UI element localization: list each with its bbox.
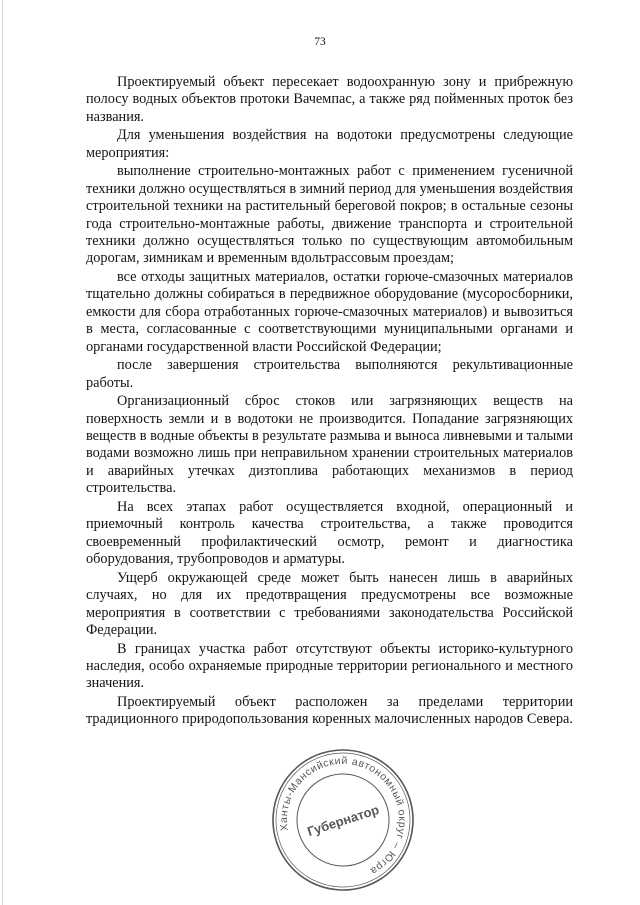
paragraph-waste-collection: все отходы защитных материалов, остатки горюче-смазочных материалов тщательно должны собираться в передвижное оборудование (мусоросборники, емкости для сбора отработанных горюче-смазочных материалов) и вывозиться в места, согласованные с соответствующими муниципальными органами и органами государственной власти Российской Федерации; — [86, 269, 573, 355]
seal-ring-textpath: Ханты-Мансийский автономный округ – Югра — [277, 754, 409, 878]
official-seal — [268, 745, 418, 895]
paragraph-quality-control: На всех этапах работ осуществляется входной, операционный и приемочный контроль качества строительства, а также проводится своевременный профилактический осмотр, ремонт и диагностика оборудования, трубопроводов и арматуры. — [86, 498, 573, 568]
paragraph-recultivation: после завершения строительства выполняются рекультивационные работы. — [86, 357, 573, 391]
paragraph-heritage: В границах участка работ отсутствуют объекты историко-культурного наследия, особо охраняемые природные территории регионального и местного значения. — [86, 640, 573, 692]
paragraph-water-protection-zone: Проектируемый объект пересекает водоохранную зону и прибрежную полосу водных объектов протоки Вачемпас, а также ряд пойменных проток без названия. — [86, 74, 573, 125]
paragraph-damage: Ущерб окружающей среде может быть нанесен лишь в аварийных случаях, но для их предотвращения предусмотрены все возможные мероприятия в соответствии с требованиями законодательства Российской Федерации. — [86, 569, 573, 638]
paragraph-discharge: Организационный сброс стоков или загрязняющих веществ на поверхность земли и в водотоки не производится. Попадание загрязняющих веществ в водные объекты в результате размыва и выноса ливневыми и талыми водами возможно лишь при неправильном хранении строительных материалов и аварийных утечках дизтоплива работающих механизмов в период строительства. — [86, 393, 573, 497]
body-text — [86, 74, 573, 730]
paragraph-winter-works: выполнение строительно-монтажных работ с применением гусеничной техники должно осуществляться в зимний период для уменьшения воздействия строительной техники на растительный береговой покров; в остальные сезоны года строительно-монтажные работы, движение транспорта и строительной техники должно осуществляться только по существующим автомобильным дорогам, зимникам и временным вдольтрассовым проездам; — [86, 163, 573, 267]
paragraph-indigenous-lands: Проектируемый объект расположен за пределами территории традиционного природопользования коренных малочисленных народов Севера. — [86, 693, 573, 728]
scan-margin-line — [2, 0, 3, 905]
paragraph-measures-intro: Для уменьшения воздействия на водотоки предусмотрены следующие мероприятия: — [86, 127, 573, 161]
seal-center-text: Губернатор — [305, 801, 381, 840]
page-number: 73 — [314, 36, 326, 48]
